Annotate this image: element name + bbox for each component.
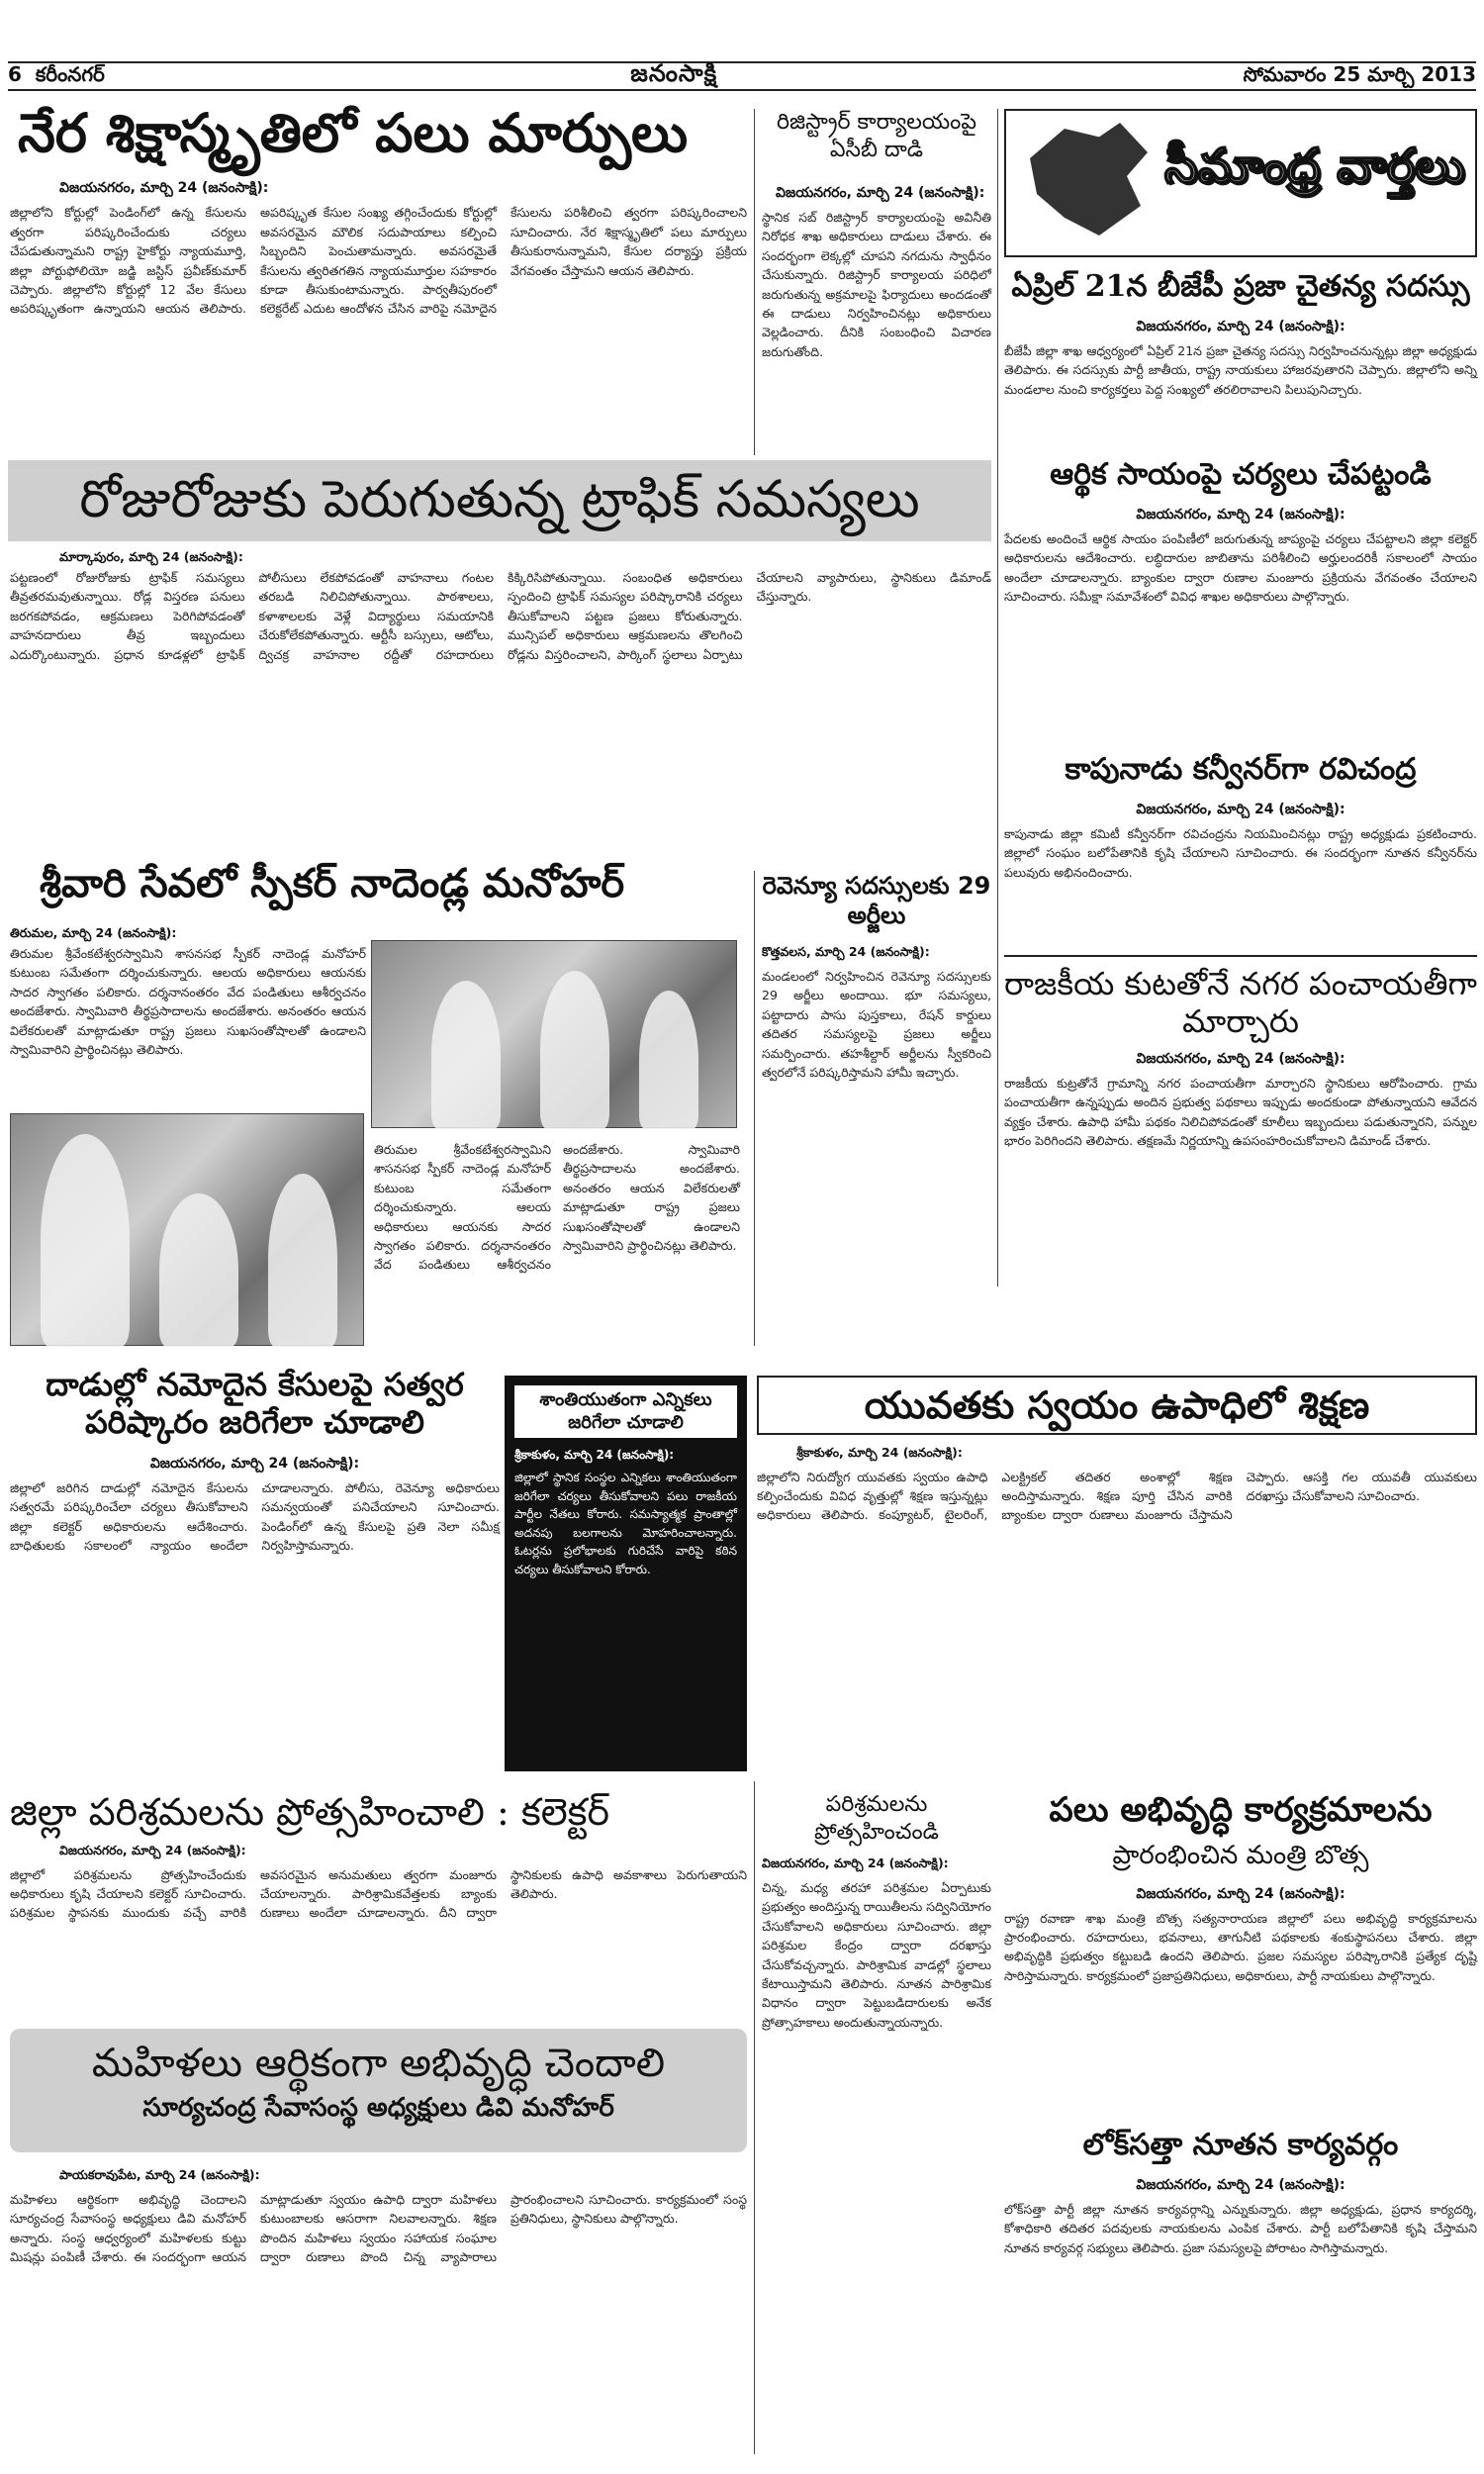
headline: లోక్‌సత్తా నూతన కార్యవర్గం	[1082, 2128, 1399, 2162]
article-body: కాపునాడు జిల్లా కమిటీ కన్వీనర్‌గా రవిచంద్రను నియమించినట్లు రాష్ట్ర అధ్యక్షుడు ప్రకటించారు. జిల్లాలో సంఘం బలోపేతానికి కృషి చేయాలని సూచించారు. ఈ సందర్భంగా నూతన కన్వీనర్‌ను పలువురు అభినందించారు.	[1004, 826, 1477, 880]
dateline: తిరుమల, మార్చి 24 (జనంసాక్షి):	[10, 925, 177, 940]
article-body: జిల్లాలోని కోర్టుల్లో పెండింగ్‌లో ఉన్న కేసులను త్వరగా పరిష్కరించేందుకు చర్యలు చేపడుతున్నామని రాష్ట్ర హైకోర్టు న్యాయమూర్తి, జిల్లా పోర్టుఫోలియో జడ్జి జస్టిస్ ప్రవీణ్‌కుమార్ చెప్పారు. జిల్లాలోని కోర్టుల్లో 12 వేల కేసులు అపరిష్కృతంగా ఉన్నాయని ఆయన తెలిపారు. అపరిష్కృత కేసుల సంఖ్య తగ్గించేందుకు కోర్టుల్లో అవసరమైన మౌలిక సదుపాయాలు కల్పించి సిబ్బందిని పెంచుతామన్నారు. అవసరమైతే కేసులను త్వరితగతిన న్యాయమూర్తుల సహకారం కూడా తీసుకుంటామన్నారు. పార్వతీపురంలో కలెక్టరేట్ ఎదుట ఆందోళన చేసిన వారిపై నమోదైన కేసులను పరిశీలించి త్వరగా పరిష్కరించాలని సూచించారు. నేర శిక్షాస్మృతిలో పలు మార్పులు తీసుకురానున్నామని, కేసుల దర్యాప్తు ప్రక్రియ వేగవంతం చేస్తామని ఆయన తెలిపారు.	[10, 205, 747, 317]
article-body: జిల్లాలో స్థానిక సంస్థల ఎన్నికలు శాంతియుతంగా జరిగేలా చర్యలు తీసుకోవాలని పలు రాజకీయ పార్టీల నేతలు కోరారు. సమస్యాత్మక ప్రాంతాల్లో అదనపు బలగాలను మోహరించాలన్నారు. ఓటర్లను ప్రలోభాలకు గురిచేసే వారిపై కఠిన చర్యలు తీసుకోవాలని కోరారు.	[514, 1471, 737, 1576]
dateline: విజయనగరం, మార్చి 24 (జనంసాక్షి):	[1136, 507, 1345, 523]
article-body: చిన్న, మధ్య తరహా పరిశ్రమల ఏర్పాటుకు ప్రభుత్వం అందిస్తున్న రాయితీలను సద్వినియోగం చేసుకోవాలని అధికారులు సూచించారు. జిల్లా పరిశ్రమల కేంద్రం ద్వారా దరఖాస్తు చేసుకోవచ్చన్నారు. పారిశ్రామిక వాడల్లో స్థలాలు కేటాయిస్తామని తెలిపారు. నూతన పారిశ్రామిక విధానం ద్వారా పెట్టుబడిదారులకు అనేక ప్రోత్సాహకాలు అందుతున్నాయన్నారు.	[762, 1880, 991, 2030]
masthead	[8, 61, 1476, 91]
headline: శాంతియుతంగా ఎన్నికలు జరిగేలా చూడాలి	[514, 1385, 737, 1438]
dateline: విజయనగరం, మార్చి 24 (జనంసాక్షి):	[1136, 1050, 1345, 1067]
article-body: తిరుమల శ్రీవేంకటేశ్వరస్వామిని శాసనసభ స్పీకర్ నాదెండ్ల మనోహర్ కుటుంబ సమేతంగా దర్శించుకున్నారు. ఆలయ అధికారులు ఆయనకు సాదర స్వాగతం పలికారు. దర్శనానంతరం వేద పండితులు ఆశీర్వచనం అందజేశారు. స్వామివారి తీర్థప్రసాదాలను అందజేశారు. అనంతరం ఆయన విలేకరులతో మాట్లాడుతూ రాష్ట్ర ప్రజలు సుఖసంతోషాలతో ఉండాలని స్వామివారిని ప్రార్థించినట్లు తెలిపారు.	[10, 946, 366, 1057]
article-youth-training	[757, 1376, 1477, 1781]
article-minister-botsa	[1004, 1791, 1477, 2118]
dateline: పాయకరావుపేట, మార్చి 24 (జనంసాక్షి):	[59, 2167, 260, 2182]
headline: రిజిస్ట్రార్ కార్యాలయంపై ఏసీబీ దాడి	[777, 110, 976, 162]
article-financial-aid	[1004, 457, 1477, 749]
article-body: జిల్లాలో జరిగిన దాడుల్లో నమోదైన కేసులను సత్వరమే పరిష్కరించేలా చర్యలు తీసుకోవాలని జిల్లా కలెక్టర్ అధికారులను ఆదేశించారు. బాధితులకు సకాలంలో న్యాయం అందేలా చూడాలన్నారు. పోలీసు, రెవెన్యూ అధికారులు సమన్వయంతో పనిచేయాలని సూచించారు. పెండింగ్‌లో ఉన్న కేసులపై ప్రతి నెలా సమీక్ష నిర్వహిస్తామన్నారు.	[10, 1479, 500, 1553]
banner-title: సీమాంధ్ర వార్తలు	[1164, 139, 1465, 194]
article-penal-code	[10, 101, 747, 445]
article-attack-cases	[10, 1366, 500, 1796]
dateline: మార్కాపురం, మార్చి 24 (జనంసాక్షి):	[59, 549, 243, 564]
article-body: రాజకీయ కుట్రతోనే గ్రామాన్ని నగర పంచాయతీగా మార్చారని స్థానికులు ఆరోపించారు. గ్రామ పంచాయతీగా ఉన్నప్పుడు అందిన ప్రభుత్వ పథకాలు ఇప్పుడు అందకుండా పోతున్నాయని ఆవేదన వ్యక్తం చేశారు. ఉపాధి హామీ పథకం నిలిచిపోవడంతో కూలీలు ఇబ్బందులు పడుతున్నారని, పన్నుల భారం పెరిగిందని తెలిపారు. తక్షణమే నిర్ణయాన్ని ఉపసంహరించుకోవాలని డిమాండ్ చేశారు.	[1004, 1075, 1477, 1148]
dateline: విజయనగరం, మార్చి 24 (జనంసాక్షి):	[59, 180, 269, 197]
article-district-industries	[10, 1791, 747, 2019]
subhead: ప్రారంభించిన మంత్రి బొత్స	[1112, 1841, 1369, 1871]
subhead: సూర్యచంద్ర సేవాసంస్థ అధ్యక్షులు డివి మనోహర్	[142, 2093, 614, 2123]
article-speaker-tirumala	[10, 861, 747, 1356]
article-nagar-panchayat	[1004, 965, 1477, 1361]
page-number: 6 కరీంనగర్	[8, 61, 105, 86]
photo-speaker-temple	[371, 940, 737, 1128]
headline: జిల్లా పరిశ్రమలను ప్రోత్సహించాలి : కలెక్టర్	[10, 1790, 610, 1834]
article-women-empowerment	[10, 2167, 747, 2464]
dateline: శ్రీకాకుళం, మార్చి 24 (జనంసాక్షి):	[514, 1448, 675, 1462]
article-acb-raid	[762, 109, 991, 450]
article-body: జిల్లాలో పరిశ్రమలను ప్రోత్సహించేందుకు అధికారులు కృషి చేయాలని కలెక్టర్ సూచించారు. పరిశ్రమల స్థాపనకు ముందుకు వచ్చే వారికి అవసరమైన అనుమతులు త్వరగా మంజూరు చేయాలన్నారు. పారిశ్రామికవేత్తలకు బ్యాంకు రుణాలు అందేలా చూడాలన్నారు. దీని ద్వారా స్థానికులకు ఉపాధి అవకాశాలు పెరుగుతాయని తెలిపారు.	[10, 1866, 747, 1921]
article-encourage-industries	[762, 1791, 991, 2464]
seemandhra-banner	[1004, 109, 1477, 257]
headline: రాజకీయ కుటతోనే నగర పంచాయతీగా మార్చారు	[1004, 965, 1477, 1041]
article-body: స్థానిక సబ్ రిజిస్ట్రార్ కార్యాలయంపై అవినీతి నిరోధక శాఖ అధికారులు దాడులు చేశారు. ఈ సందర్భంగా లెక్కల్లో చూపని నగదును స్వాధీనం చేసుకున్నారు. రిజిస్ట్రార్ కార్యాలయ పరిధిలో జరుగుతున్న అక్రమాలపై ఫిర్యాదులు అందడంతో ఈ దాడులు నిర్వహించినట్లు అధికారులు వెల్లడించారు. దీనికి సంబంధించి విచారణ జరుగుతోంది.	[762, 210, 991, 359]
article-body: మండలంలో నిర్వహించిన రెవెన్యూ సదస్సులకు 29 అర్జీలు అందాయి. భూ సమస్యలు, పట్టాదారు పాసు పుస్తకాలు, రేషన్ కార్డులు తదితర సమస్యలపై ప్రజలు అర్జీలు సమర్పించారు. తహశీల్దార్ అర్జీలను స్వీకరించి త్వరలోనే పరిష్కరిస్తామని హామీ ఇచ్చారు.	[762, 969, 991, 1080]
article-body: మహిళలు ఆర్థికంగా అభివృద్ధి చెందాలని సూర్యచంద్ర సేవాసంస్థ అధ్యక్షులు డివి మనోహర్ అన్నారు. సంస్థ ఆధ్వర్యంలో మహిళలకు కుట్టు మిషన్లు పంపిణీ చేశారు. ఈ సందర్భంగా ఆయన మాట్లాడుతూ స్వయం ఉపాధి ద్వారా మహిళలు కుటుంబాలకు ఆసరాగా నిలవాలన్నారు. శిక్షణ పొందిన మహిళలు స్వయం సహాయక సంఘాల ద్వారా రుణాలు పొంది చిన్న వ్యాపారాలు ప్రారంభించాలని సూచించారు. కార్యక్రమంలో సంస్థ ప్రతినిధులు, స్థానికులు పాల్గొన్నారు.	[10, 2192, 747, 2265]
article-body-continued: తిరుమల శ్రీవేంకటేశ్వరస్వామిని శాసనసభ స్పీకర్ నాదెండ్ల మనోహర్ కుటుంబ సమేతంగా దర్శించుకున్నారు. ఆలయ అధికారులు ఆయనకు సాదర స్వాగతం పలికారు. దర్శనానంతరం వేద పండితులు ఆశీర్వచనం అందజేశారు. స్వామివారి తీర్థప్రసాదాలను అందజేశారు. అనంతరం ఆయన విలేకరులతో మాట్లాడుతూ రాష్ట్ర ప్రజలు సుఖసంతోషాలతో ఉండాలని స్వామివారిని ప్రార్థించినట్లు తెలిపారు.	[374, 1142, 740, 1273]
article-peaceful-elections	[505, 1376, 747, 1771]
dateline: శ్రీకాకుళం, మార్చి 24 (జనంసాక్షి):	[796, 1444, 963, 1460]
headline: పరిశ్రమలను ప్రోత్సహించండి	[814, 1792, 939, 1845]
article-body: జిల్లాలోని నిరుద్యోగ యువతకు స్వయం ఉపాధి కల్పించేందుకు వివిధ వృత్తుల్లో శిక్షణ ఇస్తున్నట్లు అధికారులు తెలిపారు. కంప్యూటర్, టైలరింగ్, ఎలక్ట్రికల్ తదితర అంశాల్లో శిక్షణ అందిస్తామన్నారు. శిక్షణ పూర్తి చేసిన వారికి బ్యాంకుల ద్వారా రుణాలు మంజూరు చేస్తామని చెప్పారు. ఆసక్తి గల యువతీ యువకులు దరఖాస్తు చేసుకోవాలని సూచించారు.	[757, 1469, 1477, 1523]
article-body: రాష్ట్ర రవాణా శాఖ మంత్రి బొత్స సత్యనారాయణ జిల్లాలో పలు అభివృద్ధి కార్యక్రమాలను ప్రారంభించారు. రహదారులు, భవనాలు, తాగునీటి పథకాలకు శంకుస్థాపనలు చేశారు. జిల్లా అభివృద్ధికి ప్రభుత్వం కట్టుబడి ఉందని తెలిపారు. ప్రజల సమస్యల పరిష్కారానికి ప్రత్యేక దృష్టి సారిస్తామన్నారు. కార్యక్రమంలో ప్రజాప్రతినిధులు, అధికారులు, పార్టీ నాయకులు పాల్గొన్నారు.	[1004, 1910, 1477, 1983]
headline: ఆర్థిక సాయంపై చర్యలు చేపట్టండి	[1050, 457, 1432, 492]
headline: శ్రీవారి సేవలో స్పీకర్ నాదెండ్ల మనోహర్	[40, 860, 625, 906]
dateline: విజయనగరం, మార్చి 24 (జనంసాక్షి):	[1136, 802, 1345, 817]
dateline: విజయనగరం, మార్చి 24 (జనంసాక్షి):	[1136, 2177, 1345, 2193]
article-revenue-meetings	[762, 871, 991, 1346]
dateline: విజయనగరం, మార్చి 24 (జనంసాక్షి):	[1136, 1885, 1345, 1902]
headline: నేర శిక్షాస్మృతిలో పలు మార్పులు	[18, 101, 689, 164]
dateline: కొత్తవలస, మార్చి 24 (జనంసాక్షి):	[762, 944, 930, 959]
headline: మహిళలు ఆర్థికంగా అభివృద్ధి చెందాలి	[91, 2041, 666, 2086]
women-headline-banner	[10, 2029, 747, 2152]
dateline: విజయనగరం, మార్చి 24 (జనంసాక్షి):	[59, 1842, 246, 1857]
dateline: విజయనగరం, మార్చి 24 (జనంసాక్షి):	[149, 1455, 360, 1472]
article-body: పేదలకు అందించే ఆర్థిక సాయం పంపిణీలో జరుగుతున్న జాప్యంపై చర్యలు చేపట్టాలని జిల్లా కలెక్టర్ అధికారులను ఆదేశించారు. లబ్ధిదారుల జాబితాను పరిశీలించి అర్హులందరికీ సకాలంలో సాయం అందేలా చూడాలన్నారు. బ్యాంకుల ద్వారా రుణాల మంజూరు ప్రక్రియను వేగవంతం చేయాలని సూచించారు. సమీక్షా సమావేశంలో వివిధ శాఖల అధికారులు పాల్గొన్నారు.	[1004, 531, 1477, 605]
state-map	[1016, 123, 1155, 241]
traffic-headline-banner	[8, 460, 991, 541]
dateline: విజయనగరం, మార్చి 24 (జనంసాక్షి):	[1136, 319, 1345, 334]
article-loksatta	[1004, 2128, 1477, 2464]
headline: పలు అభివృద్ధి కార్యక్రమాలను	[1049, 1790, 1433, 1830]
issue-date: సోమవారం 25 మార్చి 2013	[1243, 61, 1476, 86]
headline: ఏప్రిల్ 21న బీజేపీ ప్రజా చైతన్య సదస్సు	[1011, 269, 1470, 304]
dateline: విజయనగరం, మార్చి 24 (జనంసాక్షి):	[776, 185, 985, 201]
article-body: బీజేపీ జిల్లా శాఖ ఆధ్వర్యంలో ఏప్రిల్ 21న ప్రజా చైతన్య సదస్సు నిర్వహించనున్నట్లు జిల్లా అధ్యక్షుడు తెలిపారు. ఈ సదస్సుకు పార్టీ జాతీయ, రాష్ట్ర నాయకులు హాజరవుతారని చెప్పారు. జిల్లాలోని అన్ని మండలాల నుంచి కార్యకర్తలు పెద్ద సంఖ్యలో తరలిరావాలని పిలుపునిచ్చారు.	[1004, 343, 1477, 397]
article-body: లోక్‌సత్తా పార్టీ జిల్లా నూతన కార్యవర్గాన్ని ఎన్నుకున్నారు. జిల్లా అధ్యక్షుడు, ప్రధాన కార్యదర్శి, కోశాధికారి తదితర పదవులకు నాయకులను ఎంపిక చేశారు. పార్టీ బలోపేతానికి కృషి చేస్తామని నూతన కార్యవర్గ సభ్యులు తెలిపారు. ప్రజా సమస్యలపై పోరాటం సాగిస్తామన్నారు.	[1004, 2202, 1477, 2255]
article-kapunadu	[1004, 752, 1477, 950]
newspaper-logo: జనంసాక్షి	[630, 59, 718, 87]
headline: కాపునాడు కన్వీనర్‌గా రవిచంద్ర	[1065, 752, 1417, 787]
headline: దాడుల్లో నమోదైన కేసులపై సత్వర పరిష్కారం జరిగేలా చూడాలి	[46, 1366, 464, 1442]
dateline: విజయనగరం, మార్చి 24 (జనంసాక్షి):	[762, 1856, 949, 1870]
article-body: పట్టణంలో రోజురోజుకు ట్రాఫిక్ సమస్యలు తీవ్రతరమవుతున్నాయి. రోడ్ల విస్తరణ పనులు జరగకపోవడం, ఆక్రమణలు పెరిగిపోవడంతో వాహనదారులు తీవ్ర ఇబ్బందులు ఎదుర్కొంటున్నారు. ప్రధాన కూడళ్లలో ట్రాఫిక్ పోలీసులు లేకపోవడంతో వాహనాలు గంటల తరబడి నిలిచిపోతున్నాయి. పాఠశాలలు, కళాశాలలకు వెళ్లే విద్యార్థులు సమయానికి చేరుకోలేకపోతున్నారు. ఆర్టీసీ బస్సులు, ఆటోలు, ద్విచక్ర వాహనాల రద్దీతో రహదారులు కిక్కిరిసిపోతున్నాయి. సంబంధిత అధికారులు స్పందించి ట్రాఫిక్ సమస్యల పరిష్కారానికి చర్యలు తీసుకోవాలని పట్టణ ప్రజలు కోరుతున్నారు. మున్సిపల్ అధికారులు ఆక్రమణలను తొలగించి రోడ్లను విస్తరించాలని, పార్కింగ్ స్థలాలు ఏర్పాటు చేయాలని వ్యాపారులు, స్థానికులు డిమాండ్ చేస్తున్నారు.	[10, 570, 991, 662]
headline: యువతకు స్వయం ఉపాధిలో శిక్షణ	[757, 1376, 1477, 1435]
article-traffic	[10, 549, 991, 846]
article-bjp-meeting	[1004, 269, 1477, 452]
photo-devotees	[10, 1113, 364, 1346]
headline: రోజురోజుకు పెరుగుతున్న ట్రాఫిక్ సమస్యలు	[79, 470, 920, 530]
headline: రెవెన్యూ సదస్సులకు 29 అర్జీలు	[762, 872, 991, 929]
